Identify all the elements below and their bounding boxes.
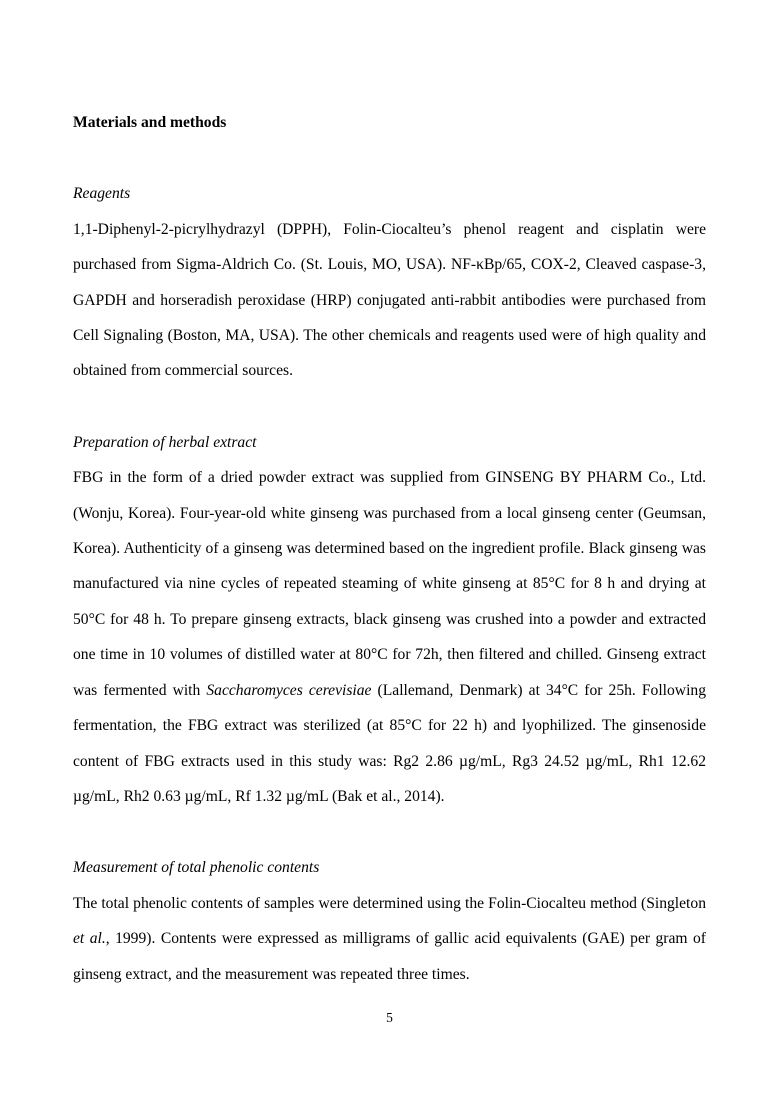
preparation-paragraph: FBG in the form of a dried powder extract was supplied from GINSENG BY PHARM Co., Ltd. (Wonju, Korea). Four-year-old white ginseng was purchased from a local ginseng center (Geumsan, Korea). Authenticity of a ginseng was determined based on the ingredient profile. Black ginseng was manufactured via nine cycles of repeated steaming of white ginseng at 85°C for 8 h and drying at 50°C for 48 h. To prepare ginseng extracts, black ginseng was crushed into a powder and extracted one time in 10 volumes of distilled water at 80°C for 72h, then filtered and chilled. Ginseng extract was fermented with Saccharomyces cerevisiae (Lallemand, Denmark) at 34°C for 25h. Following fermentation, the FBG extract was sterilized (at 85°C for 22 h) and lyophilized. The ginsenoside content of FBG extracts used in this study was: Rg2 2.86 µg/mL, Rg3 24.52 µg/mL, Rh1 12.62 µg/mL, Rh2 0.63 µg/mL, Rf 1.32 µg/mL (Bak et al., 2014). <box>73 469 706 805</box>
section-preparation-of-herbal-extract <box>73 425 706 814</box>
measurement-section-title: Measurement of total phenolic contents <box>73 859 320 877</box>
page-number: 5 <box>386 1010 393 1025</box>
reagents-paragraph: 1,1-Diphenyl-2-picrylhydrazyl (DPPH), Folin-Ciocalteu’s phenol reagent and cisplatin were purchased from Sigma-Aldrich Co. (St. Louis, MO, USA). NF-κBp/65, COX-2, Cleaved caspase-3, GAPDH and horseradish peroxidase (HRP) conjugated anti-rabbit antibodies were purchased from Cell Signaling (Boston, MA, USA). The other chemicals and reagents used were of high quality and obtained from commercial sources. <box>73 220 706 380</box>
preparation-section-title: Preparation of herbal extract <box>73 433 257 451</box>
reagents-section-title: Reagents <box>73 185 131 203</box>
measurement-paragraph: The total phenolic contents of samples were determined using the Folin-Ciocalteu method (Singleton et al., 1999). Contents were expressed as milligrams of gallic acid equivalents (GAE) per gram of ginseng extract, and the measurement was repeated three times. <box>73 894 706 983</box>
section-measurement-total-phenolic <box>73 850 706 992</box>
materials-and-methods-heading: Materials and methods <box>73 114 227 131</box>
section-reagents <box>73 176 706 388</box>
